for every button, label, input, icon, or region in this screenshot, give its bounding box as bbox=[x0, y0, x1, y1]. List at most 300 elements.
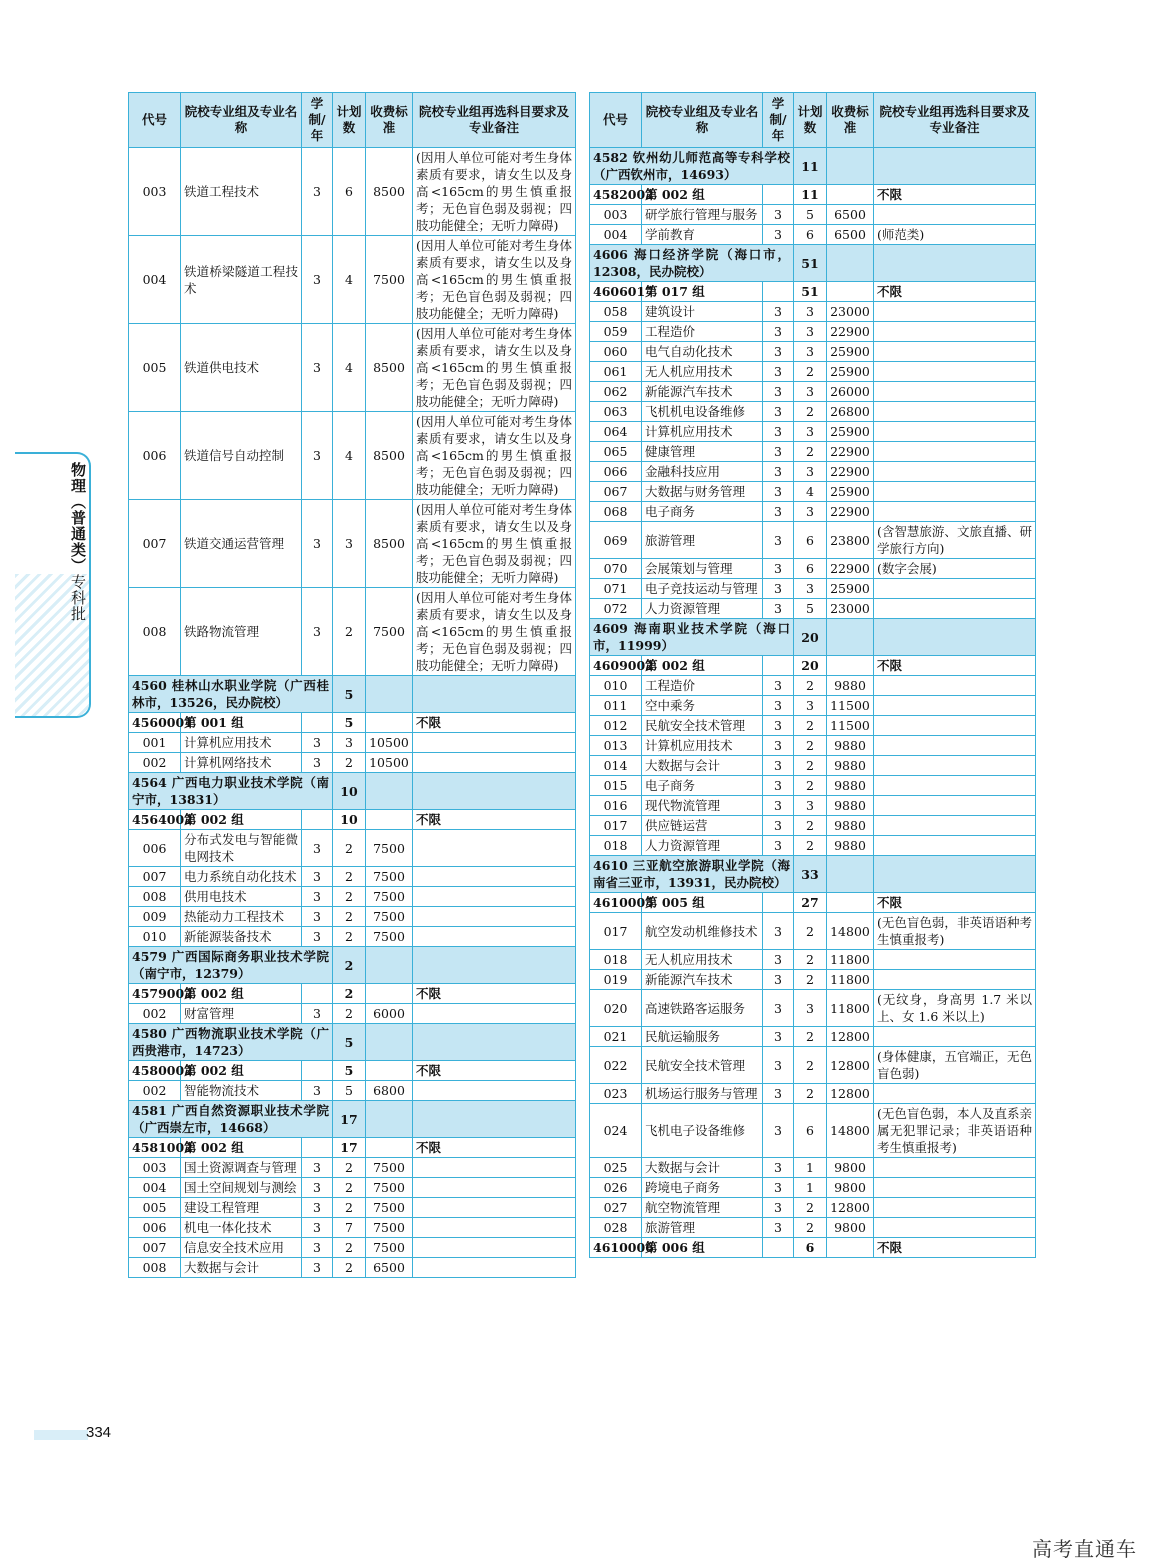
major-note bbox=[874, 422, 1036, 442]
major-fee: 9800 bbox=[827, 1178, 874, 1198]
major-name: 计算机应用技术 bbox=[181, 733, 302, 753]
group-name: 第 001 组 bbox=[181, 713, 302, 733]
major-row bbox=[590, 322, 1036, 342]
major-years: 3 bbox=[763, 502, 794, 522]
major-code: 018 bbox=[590, 836, 642, 856]
group-code: 4579002 bbox=[129, 984, 181, 1004]
major-note: (因用人单位可能对考生身体素质有要求，请女生以及身高<165cm的男生慎重报考；无色盲色弱及弱视；四肢功能健全；无听力障碍) bbox=[413, 588, 576, 676]
group-row bbox=[590, 1238, 1036, 1258]
group-fee bbox=[366, 984, 413, 1004]
major-code: 068 bbox=[590, 502, 642, 522]
major-row bbox=[590, 913, 1036, 950]
major-name: 建筑设计 bbox=[642, 302, 763, 322]
major-plan: 2 bbox=[794, 913, 827, 950]
major-name: 无人机应用技术 bbox=[642, 950, 763, 970]
major-note bbox=[413, 753, 576, 773]
major-years: 3 bbox=[302, 830, 333, 867]
group-row bbox=[129, 1061, 576, 1081]
major-name: 机场运行服务与管理 bbox=[642, 1084, 763, 1104]
major-name: 旅游管理 bbox=[642, 1218, 763, 1238]
major-row bbox=[590, 696, 1036, 716]
section-tab bbox=[15, 452, 91, 718]
group-name: 第 002 组 bbox=[642, 656, 763, 676]
major-note bbox=[874, 342, 1036, 362]
major-years: 3 bbox=[763, 382, 794, 402]
major-row bbox=[590, 342, 1036, 362]
group-name: 第 002 组 bbox=[181, 1138, 302, 1158]
major-note bbox=[874, 1218, 1036, 1238]
group-note: 不限 bbox=[874, 185, 1036, 205]
school-name: 4581 广西自然资源职业技术学院（广西崇左市，14668） bbox=[129, 1101, 333, 1138]
major-fee: 23000 bbox=[827, 599, 874, 619]
major-fee: 6500 bbox=[827, 225, 874, 245]
major-years: 3 bbox=[302, 1218, 333, 1238]
school-plan: 11 bbox=[794, 148, 827, 185]
major-code: 006 bbox=[129, 830, 181, 867]
major-name: 研学旅行管理与服务 bbox=[642, 205, 763, 225]
header-note: 院校专业组再选科目要求及专业备注 bbox=[413, 93, 576, 148]
major-plan: 3 bbox=[794, 579, 827, 599]
major-code: 020 bbox=[590, 990, 642, 1027]
header-note: 院校专业组再选科目要求及专业备注 bbox=[874, 93, 1036, 148]
group-row bbox=[590, 656, 1036, 676]
header-name: 院校专业组及专业名称 bbox=[181, 93, 302, 148]
major-years: 3 bbox=[302, 1081, 333, 1101]
school-note bbox=[413, 676, 576, 713]
major-name: 民航安全技术管理 bbox=[642, 716, 763, 736]
major-code: 011 bbox=[590, 696, 642, 716]
major-code: 016 bbox=[590, 796, 642, 816]
major-name: 航空发动机维修技术 bbox=[642, 913, 763, 950]
major-fee: 22900 bbox=[827, 462, 874, 482]
major-plan: 2 bbox=[794, 1047, 827, 1084]
school-plan: 51 bbox=[794, 245, 827, 282]
major-row bbox=[129, 1004, 576, 1024]
school-name: 4582 钦州幼儿师范高等专科学校（广西钦州市，14693） bbox=[590, 148, 794, 185]
group-plan: 10 bbox=[333, 810, 366, 830]
major-code: 060 bbox=[590, 342, 642, 362]
major-plan: 2 bbox=[794, 836, 827, 856]
major-years: 3 bbox=[302, 324, 333, 412]
major-years: 3 bbox=[763, 225, 794, 245]
major-fee: 7500 bbox=[366, 887, 413, 907]
major-note bbox=[413, 1218, 576, 1238]
major-plan: 2 bbox=[794, 1027, 827, 1047]
major-name: 人力资源管理 bbox=[642, 836, 763, 856]
major-years: 3 bbox=[763, 796, 794, 816]
group-years bbox=[302, 713, 333, 733]
major-name: 大数据与会计 bbox=[642, 1158, 763, 1178]
major-code: 012 bbox=[590, 716, 642, 736]
group-fee bbox=[366, 1061, 413, 1081]
admission-table-left bbox=[128, 92, 576, 1278]
group-name: 第 002 组 bbox=[181, 1061, 302, 1081]
major-fee: 9880 bbox=[827, 836, 874, 856]
major-plan: 3 bbox=[794, 502, 827, 522]
group-plan: 11 bbox=[794, 185, 827, 205]
group-plan: 17 bbox=[333, 1138, 366, 1158]
major-note bbox=[874, 836, 1036, 856]
major-note bbox=[874, 1158, 1036, 1178]
major-fee: 25900 bbox=[827, 579, 874, 599]
major-note bbox=[874, 816, 1036, 836]
major-fee: 11500 bbox=[827, 696, 874, 716]
major-fee: 8500 bbox=[366, 412, 413, 500]
major-row bbox=[590, 402, 1036, 422]
major-note bbox=[413, 733, 576, 753]
major-name: 计算机应用技术 bbox=[642, 422, 763, 442]
major-code: 018 bbox=[590, 950, 642, 970]
group-fee bbox=[366, 810, 413, 830]
major-fee: 10500 bbox=[366, 733, 413, 753]
school-plan: 33 bbox=[794, 856, 827, 893]
school-plan: 2 bbox=[333, 947, 366, 984]
major-note bbox=[413, 1198, 576, 1218]
major-row bbox=[129, 588, 576, 676]
major-code: 004 bbox=[129, 1178, 181, 1198]
group-years bbox=[302, 984, 333, 1004]
major-name: 学前教育 bbox=[642, 225, 763, 245]
group-row bbox=[129, 713, 576, 733]
major-name: 计算机应用技术 bbox=[642, 736, 763, 756]
major-fee: 6800 bbox=[366, 1081, 413, 1101]
major-fee: 11800 bbox=[827, 990, 874, 1027]
major-plan: 4 bbox=[333, 236, 366, 324]
major-fee: 23000 bbox=[827, 302, 874, 322]
major-years: 3 bbox=[302, 867, 333, 887]
major-plan: 2 bbox=[794, 1218, 827, 1238]
major-note bbox=[874, 462, 1036, 482]
header-code: 代号 bbox=[129, 93, 181, 148]
major-note bbox=[874, 796, 1036, 816]
major-years: 3 bbox=[302, 148, 333, 236]
major-code: 024 bbox=[590, 1104, 642, 1158]
major-code: 064 bbox=[590, 422, 642, 442]
major-years: 3 bbox=[763, 1047, 794, 1084]
major-row bbox=[590, 950, 1036, 970]
major-years: 3 bbox=[302, 907, 333, 927]
major-row bbox=[590, 1158, 1036, 1178]
major-row bbox=[590, 1198, 1036, 1218]
major-row bbox=[129, 1258, 576, 1278]
major-note bbox=[874, 362, 1036, 382]
major-note bbox=[874, 1084, 1036, 1104]
major-note: (身体健康，五官端正，无色盲色弱) bbox=[874, 1047, 1036, 1084]
major-name: 人力资源管理 bbox=[642, 599, 763, 619]
major-row bbox=[590, 756, 1036, 776]
major-row bbox=[590, 462, 1036, 482]
major-code: 005 bbox=[129, 1198, 181, 1218]
major-fee: 7500 bbox=[366, 867, 413, 887]
major-note: (无色盲色弱，非英语语种考生慎重报考) bbox=[874, 913, 1036, 950]
major-fee: 7500 bbox=[366, 1238, 413, 1258]
major-note: (因用人单位可能对考生身体素质有要求，请女生以及身高<165cm的男生慎重报考；无色盲色弱及弱视；四肢功能健全；无听力障碍) bbox=[413, 324, 576, 412]
school-note bbox=[874, 856, 1036, 893]
school-note bbox=[413, 1024, 576, 1061]
major-code: 010 bbox=[129, 927, 181, 947]
group-code: 4610006 bbox=[590, 1238, 642, 1258]
major-code: 066 bbox=[590, 462, 642, 482]
major-code: 014 bbox=[590, 756, 642, 776]
group-note: 不限 bbox=[413, 984, 576, 1004]
group-fee bbox=[827, 282, 874, 302]
major-code: 026 bbox=[590, 1178, 642, 1198]
page-number-bar bbox=[34, 1430, 88, 1440]
major-row bbox=[590, 796, 1036, 816]
group-plan: 5 bbox=[333, 1061, 366, 1081]
major-plan: 6 bbox=[794, 225, 827, 245]
major-fee: 6500 bbox=[827, 205, 874, 225]
school-plan: 17 bbox=[333, 1101, 366, 1138]
major-plan: 6 bbox=[794, 522, 827, 559]
major-note bbox=[874, 776, 1036, 796]
major-plan: 3 bbox=[794, 322, 827, 342]
major-years: 3 bbox=[763, 716, 794, 736]
major-fee: 25900 bbox=[827, 342, 874, 362]
major-note bbox=[874, 205, 1036, 225]
major-note bbox=[413, 1004, 576, 1024]
major-name: 铁道交通运营管理 bbox=[181, 500, 302, 588]
major-row bbox=[590, 362, 1036, 382]
major-years: 3 bbox=[763, 362, 794, 382]
group-years bbox=[763, 282, 794, 302]
group-row bbox=[590, 185, 1036, 205]
major-code: 017 bbox=[590, 913, 642, 950]
group-name: 第 006 组 bbox=[642, 1238, 763, 1258]
major-note: (无色盲色弱，本人及直系亲属无犯罪记录；非英语语种考生慎重报考) bbox=[874, 1104, 1036, 1158]
major-fee: 9800 bbox=[827, 1218, 874, 1238]
major-row bbox=[590, 816, 1036, 836]
major-note: (因用人单位可能对考生身体素质有要求，请女生以及身高<165cm的男生慎重报考；无色盲色弱及弱视；四肢功能健全；无听力障碍) bbox=[413, 148, 576, 236]
major-row bbox=[590, 836, 1036, 856]
major-note: (因用人单位可能对考生身体素质有要求，请女生以及身高<165cm的男生慎重报考；无色盲色弱及弱视；四肢功能健全；无听力障碍) bbox=[413, 500, 576, 588]
group-code: 4610005 bbox=[590, 893, 642, 913]
major-plan: 3 bbox=[794, 342, 827, 362]
major-name: 民航运输服务 bbox=[642, 1027, 763, 1047]
major-note bbox=[874, 970, 1036, 990]
major-years: 3 bbox=[763, 559, 794, 579]
major-plan: 6 bbox=[794, 1104, 827, 1158]
major-years: 3 bbox=[302, 1198, 333, 1218]
major-row bbox=[129, 753, 576, 773]
major-plan: 4 bbox=[333, 412, 366, 500]
group-years bbox=[763, 656, 794, 676]
major-name: 财富管理 bbox=[181, 1004, 302, 1024]
major-plan: 2 bbox=[794, 816, 827, 836]
major-code: 004 bbox=[590, 225, 642, 245]
major-plan: 1 bbox=[794, 1178, 827, 1198]
major-name: 国土空间规划与测绘 bbox=[181, 1178, 302, 1198]
major-note bbox=[874, 482, 1036, 502]
school-fee bbox=[827, 245, 874, 282]
major-years: 3 bbox=[763, 342, 794, 362]
major-plan: 2 bbox=[333, 927, 366, 947]
major-name: 热能动力工程技术 bbox=[181, 907, 302, 927]
major-years: 3 bbox=[763, 676, 794, 696]
group-name: 第 005 组 bbox=[642, 893, 763, 913]
major-fee: 7500 bbox=[366, 830, 413, 867]
major-fee: 12800 bbox=[827, 1027, 874, 1047]
major-plan: 1 bbox=[794, 1158, 827, 1178]
major-row bbox=[129, 500, 576, 588]
major-note: (师范类) bbox=[874, 225, 1036, 245]
major-row bbox=[129, 236, 576, 324]
major-plan: 2 bbox=[794, 756, 827, 776]
major-name: 新能源装备技术 bbox=[181, 927, 302, 947]
school-name: 4580 广西物流职业技术学院（广西贵港市，14723） bbox=[129, 1024, 333, 1061]
major-row bbox=[129, 1238, 576, 1258]
school-fee bbox=[366, 1101, 413, 1138]
group-code: 4606017 bbox=[590, 282, 642, 302]
major-plan: 3 bbox=[794, 462, 827, 482]
major-code: 061 bbox=[590, 362, 642, 382]
group-code: 4609002 bbox=[590, 656, 642, 676]
major-plan: 4 bbox=[333, 324, 366, 412]
major-note bbox=[874, 579, 1036, 599]
major-fee: 14800 bbox=[827, 1104, 874, 1158]
major-name: 民航安全技术管理 bbox=[642, 1047, 763, 1084]
major-row bbox=[129, 1158, 576, 1178]
header-plan: 计划数 bbox=[794, 93, 827, 148]
school-fee bbox=[827, 856, 874, 893]
major-code: 006 bbox=[129, 412, 181, 500]
major-note bbox=[874, 382, 1036, 402]
school-row bbox=[590, 148, 1036, 185]
major-plan: 2 bbox=[794, 776, 827, 796]
major-code: 015 bbox=[590, 776, 642, 796]
major-name: 旅游管理 bbox=[642, 522, 763, 559]
major-plan: 2 bbox=[794, 676, 827, 696]
school-note bbox=[413, 1101, 576, 1138]
major-row bbox=[129, 907, 576, 927]
major-row bbox=[129, 324, 576, 412]
major-fee: 9880 bbox=[827, 816, 874, 836]
major-name: 铁道信号自动控制 bbox=[181, 412, 302, 500]
major-years: 3 bbox=[763, 950, 794, 970]
major-note bbox=[874, 696, 1036, 716]
major-plan: 2 bbox=[794, 1084, 827, 1104]
major-note bbox=[874, 502, 1036, 522]
major-years: 3 bbox=[763, 696, 794, 716]
major-fee: 7500 bbox=[366, 1178, 413, 1198]
major-code: 023 bbox=[590, 1084, 642, 1104]
major-note bbox=[874, 1027, 1036, 1047]
major-code: 002 bbox=[129, 1081, 181, 1101]
major-plan: 2 bbox=[794, 736, 827, 756]
table-body bbox=[590, 148, 1036, 1258]
header-fee: 收费标准 bbox=[366, 93, 413, 148]
group-note: 不限 bbox=[874, 282, 1036, 302]
major-name: 供应链运营 bbox=[642, 816, 763, 836]
major-code: 001 bbox=[129, 733, 181, 753]
major-note bbox=[413, 1158, 576, 1178]
major-row bbox=[590, 559, 1036, 579]
school-fee bbox=[366, 676, 413, 713]
school-plan: 5 bbox=[333, 1024, 366, 1061]
major-code: 022 bbox=[590, 1047, 642, 1084]
group-row bbox=[129, 1138, 576, 1158]
major-note bbox=[413, 1238, 576, 1258]
major-name: 飞机电子设备维修 bbox=[642, 1104, 763, 1158]
major-plan: 2 bbox=[333, 753, 366, 773]
major-code: 003 bbox=[590, 205, 642, 225]
major-name: 智能物流技术 bbox=[181, 1081, 302, 1101]
major-fee: 26800 bbox=[827, 402, 874, 422]
school-name: 4564 广西电力职业技术学院（南宁市，13831） bbox=[129, 773, 333, 810]
major-years: 3 bbox=[763, 1178, 794, 1198]
major-fee: 6000 bbox=[366, 1004, 413, 1024]
header-code: 代号 bbox=[590, 93, 642, 148]
group-years bbox=[302, 1061, 333, 1081]
major-name: 机电一体化技术 bbox=[181, 1218, 302, 1238]
major-years: 3 bbox=[302, 753, 333, 773]
major-row bbox=[129, 927, 576, 947]
major-plan: 2 bbox=[794, 362, 827, 382]
school-name: 4606 海口经济学院（海口市，12308，民办院校） bbox=[590, 245, 794, 282]
major-name: 航空物流管理 bbox=[642, 1198, 763, 1218]
school-row bbox=[129, 676, 576, 713]
school-note bbox=[413, 773, 576, 810]
major-note bbox=[413, 1258, 576, 1278]
major-plan: 2 bbox=[333, 1178, 366, 1198]
group-code: 4564002 bbox=[129, 810, 181, 830]
major-note: (无纹身，身高男 1.7 米以上、女 1.6 米以上) bbox=[874, 990, 1036, 1027]
school-note bbox=[413, 947, 576, 984]
major-code: 072 bbox=[590, 599, 642, 619]
major-years: 3 bbox=[763, 836, 794, 856]
group-name: 第 002 组 bbox=[642, 185, 763, 205]
group-note: 不限 bbox=[413, 810, 576, 830]
major-code: 028 bbox=[590, 1218, 642, 1238]
school-row bbox=[590, 245, 1036, 282]
major-note: (因用人单位可能对考生身体素质有要求，请女生以及身高<165cm的男生慎重报考；无色盲色弱及弱视；四肢功能健全；无听力障碍) bbox=[413, 412, 576, 500]
major-years: 3 bbox=[763, 816, 794, 836]
major-fee: 9880 bbox=[827, 756, 874, 776]
school-note bbox=[874, 619, 1036, 656]
major-years: 3 bbox=[302, 887, 333, 907]
major-note bbox=[413, 1178, 576, 1198]
major-row bbox=[129, 867, 576, 887]
major-note bbox=[413, 830, 576, 867]
major-plan: 3 bbox=[333, 733, 366, 753]
major-fee: 22900 bbox=[827, 442, 874, 462]
major-note bbox=[874, 322, 1036, 342]
header-years: 学制/年 bbox=[763, 93, 794, 148]
major-plan: 2 bbox=[333, 830, 366, 867]
major-row bbox=[590, 482, 1036, 502]
school-row bbox=[590, 856, 1036, 893]
major-plan: 2 bbox=[333, 1004, 366, 1024]
group-code: 4580002 bbox=[129, 1061, 181, 1081]
major-plan: 2 bbox=[333, 1158, 366, 1178]
major-years: 3 bbox=[763, 736, 794, 756]
major-years: 3 bbox=[302, 927, 333, 947]
major-plan: 2 bbox=[794, 402, 827, 422]
major-name: 现代物流管理 bbox=[642, 796, 763, 816]
school-row bbox=[129, 1024, 576, 1061]
major-name: 电子商务 bbox=[642, 776, 763, 796]
major-row bbox=[590, 736, 1036, 756]
major-name: 铁道桥梁隧道工程技术 bbox=[181, 236, 302, 324]
major-plan: 2 bbox=[794, 950, 827, 970]
major-name: 分布式发电与智能微电网技术 bbox=[181, 830, 302, 867]
major-fee: 8500 bbox=[366, 324, 413, 412]
major-name: 铁道工程技术 bbox=[181, 148, 302, 236]
major-plan: 7 bbox=[333, 1218, 366, 1238]
header-fee: 收费标准 bbox=[827, 93, 874, 148]
major-plan: 2 bbox=[333, 1258, 366, 1278]
major-code: 003 bbox=[129, 148, 181, 236]
